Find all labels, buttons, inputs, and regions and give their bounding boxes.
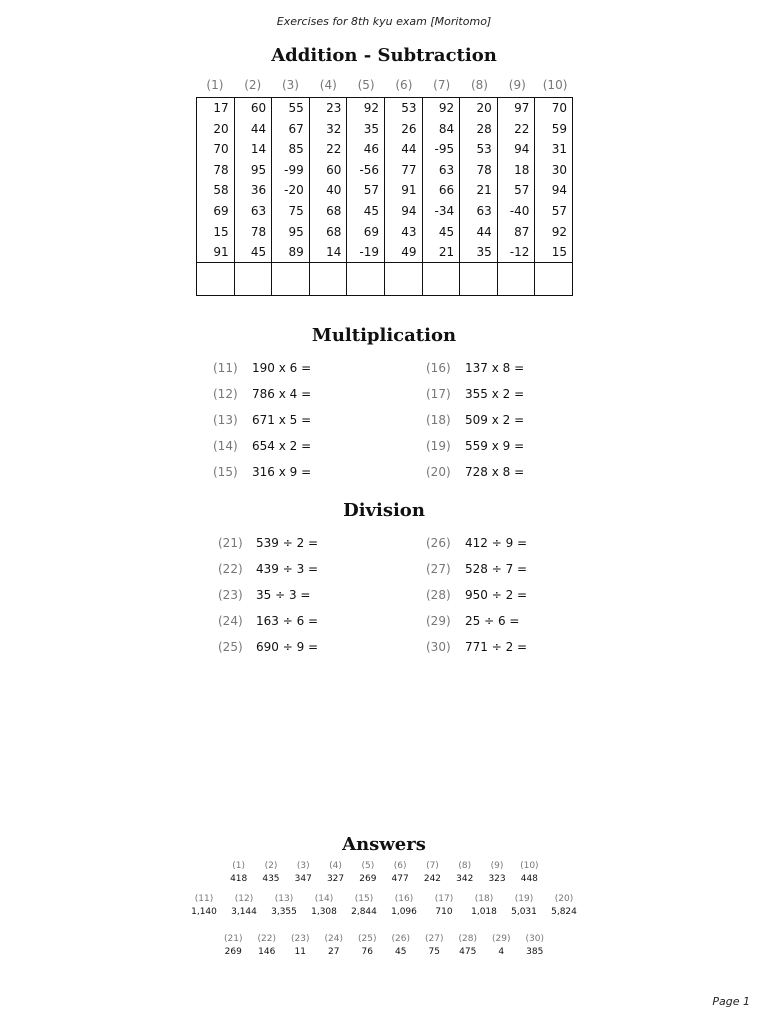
addend: 21 [476, 183, 492, 198]
answer-item [481, 860, 513, 886]
addend: 45 [250, 245, 267, 260]
problem [426, 562, 527, 576]
problem-expression: 163 ÷ 6 = [256, 614, 319, 628]
answer-number: (24) [324, 934, 343, 944]
answer-number: (27) [425, 934, 444, 944]
answer-number: (18) [474, 894, 494, 904]
addend: 94 [401, 203, 417, 218]
answer-item [485, 933, 519, 959]
answer-box[interactable] [535, 262, 572, 295]
answer-number: (10) [520, 861, 539, 871]
answer-item [504, 893, 544, 919]
addend: 30 [551, 162, 567, 177]
addend: 57 [551, 203, 567, 218]
answer-item [317, 933, 351, 959]
answer-item [250, 933, 284, 959]
addend: 22 [514, 121, 530, 136]
column-label: (7) [433, 78, 451, 92]
problem-expression: 654 x 2 = [252, 439, 312, 453]
answer-number: (23) [291, 934, 310, 944]
answer-box[interactable] [423, 262, 460, 295]
problem [426, 387, 524, 401]
answer-number: (26) [391, 934, 410, 944]
problem-expression: 25 ÷ 6 = [465, 614, 520, 628]
addend: 66 [438, 183, 455, 198]
column-numbers [347, 98, 384, 262]
problem [426, 439, 524, 453]
answer-number: (16) [394, 894, 414, 904]
addition-column [197, 98, 235, 296]
column-numbers [423, 98, 460, 262]
column-numbers [460, 98, 497, 262]
answer-value: 347 [294, 874, 312, 884]
answer-item [449, 860, 481, 886]
problem [213, 361, 311, 375]
answer-item [352, 860, 384, 886]
answer-item [223, 860, 255, 886]
answer-item [518, 933, 552, 959]
addend: -19 [359, 245, 379, 260]
addend: 63 [438, 162, 455, 177]
addend: 70 [213, 142, 229, 157]
addend: 63 [476, 203, 492, 218]
problem-expression: 559 x 9 = [465, 439, 525, 453]
problem [218, 640, 318, 654]
answer-number: (9) [490, 861, 504, 871]
problem-number: (26) [426, 536, 451, 550]
answer-item [418, 933, 452, 959]
addend: -40 [509, 203, 530, 218]
addend: 17 [213, 101, 229, 115]
answer-box[interactable] [460, 262, 497, 295]
addend: 92 [551, 224, 567, 239]
problem-number: (11) [213, 361, 238, 375]
addition-column [309, 98, 347, 296]
document-header: Exercises for 8th kyu exam [Moritomo] [276, 15, 492, 28]
addend: 70 [551, 101, 567, 115]
addition-column [460, 98, 498, 296]
addend: 60 [250, 101, 267, 115]
problem [218, 562, 318, 576]
answer-value: 475 [459, 947, 477, 957]
addend: 91 [401, 183, 417, 198]
answer-number: (11) [194, 894, 214, 904]
addend: -99 [284, 162, 304, 177]
answer-number: (8) [458, 861, 472, 871]
answer-item [351, 933, 385, 959]
addend: 35 [476, 245, 492, 260]
addend: 89 [288, 245, 304, 260]
problem-expression: 137 x 8 = [465, 361, 525, 375]
addend: 55 [288, 101, 304, 115]
addend: 46 [363, 142, 379, 157]
addend: 28 [476, 121, 492, 136]
answer-number: (29) [492, 934, 511, 944]
addend: 18 [514, 162, 530, 177]
addend: 85 [288, 142, 304, 157]
addend: 58 [213, 183, 229, 198]
answer-value: 448 [520, 874, 538, 884]
addend: -56 [359, 162, 379, 177]
answer-item [344, 893, 384, 919]
answer-item [451, 933, 485, 959]
addend: 78 [250, 224, 267, 239]
addend: 14 [250, 142, 267, 157]
answer-value: 5,824 [551, 907, 577, 917]
addend: 36 [250, 183, 267, 198]
addend: 44 [401, 142, 417, 157]
addend: 59 [551, 121, 567, 136]
answer-item [304, 893, 344, 919]
problem-expression: 355 x 2 = [465, 387, 525, 401]
answer-value: 1,308 [311, 907, 337, 917]
problem-number: (23) [218, 588, 243, 602]
addend: 94 [514, 142, 530, 157]
addend: 23 [326, 101, 342, 115]
answer-number: (5) [361, 861, 375, 871]
problem-number: (19) [426, 439, 451, 453]
addend: 78 [213, 162, 229, 177]
answer-value: 435 [262, 874, 280, 884]
answer-item [544, 893, 584, 919]
column-label: (9) [508, 78, 526, 92]
problem-expression: 316 x 9 = [252, 465, 312, 479]
division-title: Division [343, 500, 425, 521]
problem-number: (29) [426, 614, 451, 628]
answer-value: 242 [423, 874, 442, 884]
answer-item [319, 860, 351, 886]
problem-expression: 771 ÷ 2 = [465, 640, 528, 654]
answer-value: 327 [326, 874, 345, 884]
answer-value: 323 [488, 874, 506, 884]
answer-item [184, 893, 224, 919]
problem [426, 465, 524, 479]
column-numbers [498, 98, 535, 262]
answer-box[interactable] [347, 262, 384, 295]
addend: 78 [476, 162, 492, 177]
answer-value: 418 [230, 874, 248, 884]
addend: -95 [434, 142, 455, 157]
answer-value: 1,018 [471, 907, 497, 917]
answer-value: 342 [456, 874, 474, 884]
column-label: (3) [281, 78, 299, 92]
answer-item [384, 933, 418, 959]
answer-number: (2) [264, 861, 278, 871]
answer-number: (4) [329, 861, 342, 871]
answer-item [384, 893, 424, 919]
answer-number: (13) [274, 894, 294, 904]
answer-item [255, 860, 287, 886]
answer-number: (21) [224, 934, 243, 944]
column-label: (1) [206, 78, 224, 92]
answer-value: 4 [498, 947, 505, 957]
answer-box[interactable] [235, 262, 272, 295]
addend: 43 [401, 224, 417, 239]
answer-value: 11 [294, 947, 306, 957]
problem [218, 536, 318, 550]
answer-number: (6) [393, 861, 407, 871]
column-label: (5) [357, 78, 375, 92]
problem-number: (13) [213, 413, 238, 427]
answer-item [464, 893, 504, 919]
problem-expression: 728 x 8 = [465, 465, 525, 479]
addend: 14 [326, 245, 342, 260]
problem-number: (20) [426, 465, 451, 479]
problem [213, 387, 311, 401]
problem-expression: 786 x 4 = [252, 387, 312, 401]
answer-number: (19) [514, 894, 534, 904]
addend: 92 [438, 101, 455, 115]
addend: 40 [326, 183, 342, 198]
addend: 32 [326, 121, 342, 136]
problem [426, 588, 527, 602]
problem-number: (14) [213, 439, 238, 453]
answers-title: Answers [342, 834, 426, 855]
problem-number: (24) [218, 614, 243, 628]
answer-value: 5,031 [511, 907, 537, 917]
column-numbers [310, 98, 347, 262]
addend: 57 [363, 183, 379, 198]
addend: 94 [551, 183, 567, 198]
addition-column [535, 98, 573, 296]
addend: 53 [476, 142, 492, 157]
answer-value: 76 [361, 947, 373, 957]
answer-number: (22) [257, 934, 276, 944]
addend: 22 [326, 142, 342, 157]
addend: 77 [401, 162, 417, 177]
addend: 95 [250, 162, 267, 177]
addition-column [347, 98, 385, 296]
problem-expression: 509 x 2 = [465, 413, 525, 427]
addend: 84 [438, 121, 455, 136]
problem-expression: 439 ÷ 3 = [256, 562, 319, 576]
addition-column [497, 98, 535, 296]
answer-item [217, 933, 251, 959]
answer-box[interactable] [310, 262, 347, 295]
addend: 97 [514, 101, 530, 115]
addend: 15 [551, 245, 567, 260]
addend: 69 [213, 203, 229, 218]
column-labels [196, 78, 574, 92]
addend: 67 [288, 121, 304, 136]
column-numbers [197, 98, 234, 262]
addend: 87 [514, 224, 530, 239]
answer-item [416, 860, 448, 886]
addition-column [384, 98, 422, 296]
addition-column [422, 98, 460, 296]
addend: 95 [288, 224, 304, 239]
addend: 26 [401, 121, 417, 136]
answer-value: 27 [328, 947, 340, 957]
addition-column [272, 98, 310, 296]
answer-item [284, 933, 318, 959]
addend: 44 [250, 121, 267, 136]
answers-row-2 [0, 893, 768, 919]
problem-expression: 690 ÷ 9 = [256, 640, 319, 654]
answer-number: (1) [232, 861, 246, 871]
column-label: (6) [395, 78, 413, 92]
answer-value: 146 [258, 947, 276, 957]
problem [218, 614, 318, 628]
addend: 20 [476, 101, 492, 115]
answer-number: (28) [458, 934, 477, 944]
problem [213, 465, 311, 479]
answer-item [424, 893, 464, 919]
multiplication-title: Multiplication [311, 325, 457, 346]
answer-item [513, 860, 545, 886]
answer-box[interactable] [272, 262, 309, 295]
problem-number: (18) [426, 413, 451, 427]
problem-expression: 950 ÷ 2 = [465, 588, 528, 602]
answer-number: (14) [314, 894, 334, 904]
addend: -34 [434, 203, 455, 218]
column-numbers [272, 98, 309, 262]
answer-value: 269 [359, 874, 377, 884]
problem-number: (27) [426, 562, 451, 576]
page-number: Page 1 [712, 995, 750, 1008]
problem-expression: 539 ÷ 2 = [256, 536, 319, 550]
column-label: (2) [244, 78, 262, 92]
column-label: (8) [470, 78, 488, 92]
answer-box[interactable] [385, 262, 422, 295]
addition-column [234, 98, 272, 296]
answer-number: (30) [525, 934, 544, 944]
answer-box[interactable] [197, 262, 234, 295]
answer-item [384, 860, 416, 886]
addend: 45 [438, 224, 455, 239]
addend: 69 [363, 224, 379, 239]
addend: 92 [363, 101, 379, 115]
problem [426, 361, 524, 375]
addend: 15 [213, 224, 229, 239]
addend: 91 [213, 245, 229, 260]
answer-value: 45 [395, 947, 407, 957]
answer-number: (7) [426, 861, 439, 871]
addend: 60 [326, 162, 342, 177]
addend: 35 [363, 121, 379, 136]
addend: -12 [509, 245, 530, 260]
addition-title: Addition - Subtraction [271, 45, 497, 66]
problem-number: (15) [213, 465, 238, 479]
answer-box[interactable] [498, 262, 535, 295]
addend: 68 [326, 203, 342, 218]
answers-row-1 [0, 860, 768, 886]
answer-number: (20) [554, 894, 574, 904]
addition-table [196, 97, 573, 296]
addend: -20 [284, 183, 304, 198]
column-label: (10) [542, 78, 568, 92]
column-numbers [385, 98, 422, 262]
problem-number: (21) [218, 536, 243, 550]
answer-value: 269 [224, 947, 242, 957]
answer-item [287, 860, 319, 886]
problem [426, 614, 519, 628]
problem [426, 536, 527, 550]
answer-value: 1,096 [391, 907, 417, 917]
addend: 21 [438, 245, 455, 260]
answer-number: (3) [296, 861, 310, 871]
answer-item [264, 893, 304, 919]
answer-value: 3,144 [231, 907, 257, 917]
answer-value: 477 [391, 874, 409, 884]
problem-number: (30) [426, 640, 451, 654]
answer-item [224, 893, 264, 919]
answer-value: 75 [428, 947, 440, 957]
problem [426, 640, 527, 654]
problem-number: (12) [213, 387, 238, 401]
addend: 49 [401, 245, 417, 260]
problem-expression: 528 ÷ 7 = [465, 562, 528, 576]
problem-expression: 35 ÷ 3 = [256, 588, 311, 602]
answer-value: 2,844 [351, 907, 377, 917]
problem-number: (22) [218, 562, 243, 576]
answer-value: 385 [526, 947, 544, 957]
column-numbers [535, 98, 572, 262]
problem [426, 413, 524, 427]
problem-number: (17) [426, 387, 451, 401]
answer-number: (15) [354, 894, 374, 904]
answer-number: (17) [434, 894, 454, 904]
addend: 20 [213, 121, 229, 136]
answer-value: 3,355 [271, 907, 297, 917]
answers-row-3 [0, 933, 768, 959]
addend: 53 [401, 101, 417, 115]
addend: 68 [326, 224, 342, 239]
answer-value: 1,140 [191, 907, 217, 917]
problem [218, 588, 310, 602]
problem [213, 439, 311, 453]
column-numbers [235, 98, 272, 262]
problem [213, 413, 311, 427]
problem-number: (16) [426, 361, 451, 375]
addend: 31 [551, 142, 567, 157]
addend: 63 [250, 203, 267, 218]
addend: 45 [363, 203, 379, 218]
problem-expression: 671 x 5 = [252, 413, 312, 427]
addend: 75 [288, 203, 304, 218]
answer-number: (12) [234, 894, 254, 904]
answer-number: (25) [358, 934, 377, 944]
problem-expression: 190 x 6 = [252, 361, 312, 375]
addend: 44 [476, 224, 492, 239]
answer-value: 710 [435, 907, 453, 917]
problem-expression: 412 ÷ 9 = [465, 536, 528, 550]
column-label: (4) [319, 78, 337, 92]
problem-number: (28) [426, 588, 451, 602]
addend: 57 [514, 183, 530, 198]
problem-number: (25) [218, 640, 243, 654]
